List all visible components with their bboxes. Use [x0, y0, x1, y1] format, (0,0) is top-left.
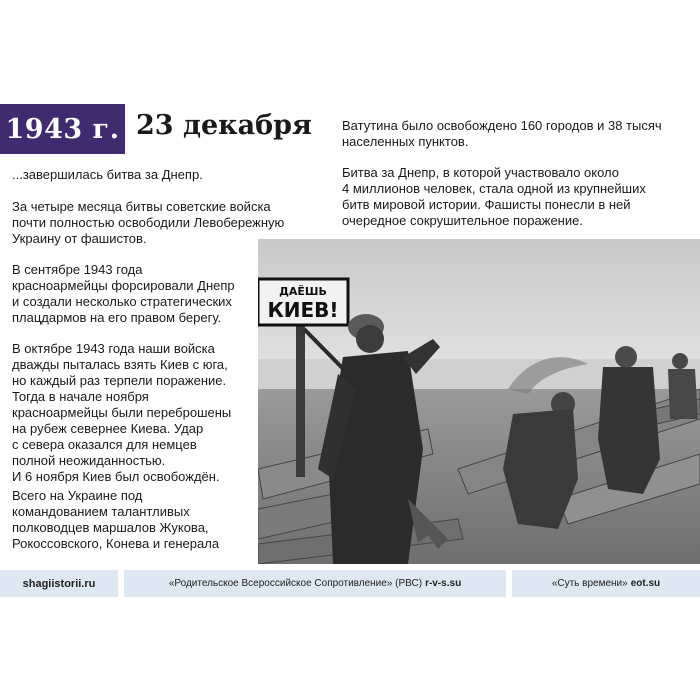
historical-photo — [258, 239, 700, 564]
left-paragraph-1: За четыре месяца битвы советские войска почти полностью освободили Левобережную Украину от фашистов. — [12, 199, 285, 246]
right-paragraph-2: Битва за Днепр, в которой участвовало около 4 миллионов человек, стала одной из крупнейших битв мировой истории. Фашисты понесли в ней очередное сокрушительное поражение. — [342, 165, 646, 228]
left-paragraph-2: В сентябре 1943 года красноармейцы форсировали Днепр и создали несколько стратегических плацдармов на его правом берегу. — [12, 262, 235, 325]
footer-org2-text: «Суть времени» — [551, 578, 628, 589]
sign-text-line1: ДАЁШЬ — [279, 285, 327, 298]
footer-bar — [0, 570, 700, 597]
footer-site-text: shagiistorii.ru — [22, 577, 96, 590]
left-paragraph-4: Всего на Украине под командованием талантливых полководцев маршалов Жукова, Рокоссовского, Конева и генерала — [12, 488, 220, 551]
soldier-right — [598, 346, 660, 494]
kiev-sign — [258, 279, 348, 325]
footer-org1[interactable] — [124, 570, 506, 597]
intro-text: ...завершилась битва за Днепр. — [12, 167, 203, 182]
left-paragraph-3: В октябре 1943 года наши войска дважды пыталась взять Киев с юга, но каждый раз терпели поражение. Тогда в начале ноября красноармейцы были переброшены на рубеж севернее Киева. Удар с севера оказался для немцев полной неожиданностью. И 6 ноября Киев был освобождён. — [12, 341, 232, 484]
year-badge: 1943 г. — [0, 104, 125, 154]
footer-org2[interactable] — [512, 570, 700, 597]
footer-org1-text: «Родительское Всероссийское Сопротивление» (РВС) — [168, 578, 423, 589]
footer-org2-site: eot.su — [630, 578, 661, 589]
sign-text-line2: КИЕВ! — [267, 298, 339, 322]
right-paragraph-1: Ватутина было освобождено 160 городов и 38 тысяч населенных пунктов. — [342, 118, 662, 149]
footer-site-link[interactable] — [0, 570, 118, 597]
footer-org1-site: r-v-s.su — [425, 578, 462, 589]
sign-pole — [296, 307, 305, 477]
date-heading: 23 декабря — [136, 110, 312, 141]
